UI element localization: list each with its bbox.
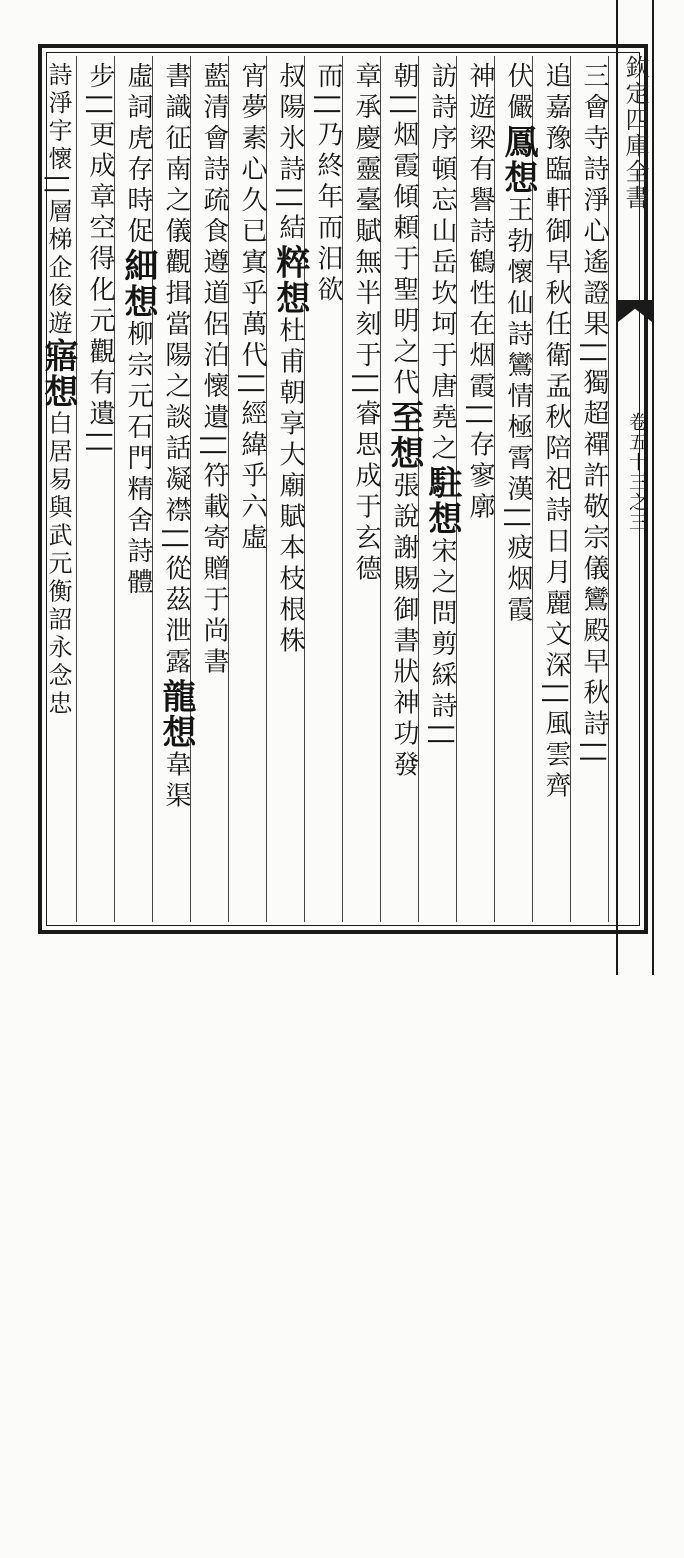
column-text: 訪詩序頓忘山岳坎坷于唐堯之 bbox=[427, 62, 457, 465]
column-text: 三會寺詩淨心遙證果||獨超禪許敬宗儀鸞殿早秋詩|| bbox=[579, 62, 609, 769]
text-column-10 bbox=[234, 62, 270, 922]
column-text: 張說謝賜御書狀神功發 bbox=[389, 471, 419, 782]
column-text: 王勃懷仙詩鸞情極霄漢||疲烟霞 bbox=[503, 196, 533, 627]
column-text: 宋之問剪綵詩|| bbox=[427, 537, 457, 751]
column-text bbox=[57, 640, 72, 791]
column-text: 于||睿思成于玄德 bbox=[351, 341, 381, 586]
annotation bbox=[57, 928, 72, 956]
annotation bbox=[57, 1530, 72, 1558]
column-text: 追嘉豫臨軒御早秋任衛孟秋陪祀詩日月麗文深||風雲齊 bbox=[541, 62, 571, 803]
annotation bbox=[57, 1180, 72, 1222]
column-text: 虛詞虎存時促 bbox=[123, 62, 153, 248]
text-column-7 bbox=[348, 62, 384, 922]
column-text: 步||更成章 bbox=[85, 62, 115, 214]
column-text: 空得化元觀有遺|| bbox=[85, 213, 115, 459]
banxin-book-title: 欽定四庫全書 bbox=[621, 55, 649, 211]
column-rule bbox=[76, 56, 77, 922]
heading-phrase: 細想 bbox=[118, 248, 158, 320]
text-column-6 bbox=[386, 62, 422, 922]
text-column-14 bbox=[82, 62, 118, 922]
text-column-9 bbox=[272, 62, 308, 922]
column-text: 宵夢素心久已寘 bbox=[237, 62, 267, 279]
heading-phrase: 駐想 bbox=[422, 465, 462, 537]
heading-phrase: 至想 bbox=[384, 399, 424, 472]
banxin-rule-left bbox=[616, 0, 618, 975]
column-text: 梁有譽詩鶴性在烟霞||存寥廓 bbox=[465, 124, 495, 524]
text-column-1 bbox=[576, 62, 612, 922]
text-column-3 bbox=[500, 62, 536, 922]
column-text: 柳宗元石門精舍詩體 bbox=[123, 320, 153, 599]
text-column-13 bbox=[120, 62, 156, 922]
text-column-5 bbox=[424, 62, 460, 922]
column-text: 而||乃終年而汨欲 bbox=[313, 62, 343, 307]
heading-phrase: 龍想 bbox=[156, 678, 196, 751]
annotation bbox=[57, 956, 72, 1068]
annotation bbox=[57, 1334, 72, 1362]
banxin-rule-right bbox=[652, 0, 654, 975]
annotation bbox=[57, 1222, 72, 1250]
annotation bbox=[57, 1096, 72, 1152]
text-column-11 bbox=[196, 62, 232, 922]
column-text: 章承慶靈臺賦無半刻 bbox=[351, 62, 381, 341]
annotation bbox=[57, 1362, 72, 1530]
banxin-volume-label: 卷五十三之三 bbox=[626, 412, 648, 532]
column-text: 藍清會詩疏食遵道侶泊懷遺||符載寄贈于尚書 bbox=[199, 62, 229, 679]
column-text: 白居易與武元衡詔永念忠 bbox=[44, 410, 72, 719]
heading-phrase: 鳳想 bbox=[498, 124, 538, 196]
column-text: 杜甫朝享大廟賦本枝根株 bbox=[275, 316, 305, 658]
text-column-4 bbox=[462, 62, 498, 922]
column-text: 韋渠 bbox=[161, 750, 191, 813]
column-text: 乎萬代||經緯乎六虛 bbox=[237, 279, 267, 555]
annotation bbox=[57, 1152, 72, 1180]
heading-phrase: 寤想 bbox=[38, 338, 78, 411]
column-text: 書識征南之儀觀揖當陽之談話凝襟||從茲泄露 bbox=[161, 62, 191, 679]
column-text: 朝||烟霞傾頼于聖明之代 bbox=[389, 62, 419, 400]
heading-phrase: 粹想 bbox=[270, 244, 310, 317]
text-column-8 bbox=[310, 62, 346, 922]
text-column-2 bbox=[538, 62, 574, 922]
column-text: 叔陽氷詩||結 bbox=[275, 62, 305, 245]
annotation bbox=[57, 1068, 72, 1096]
annotation bbox=[57, 1250, 72, 1334]
column-text: 伏儼 bbox=[503, 62, 533, 124]
text-column-12 bbox=[158, 62, 194, 922]
column-text: 詩淨宇懷||層梯企俊遊 bbox=[44, 62, 72, 339]
column-text bbox=[57, 791, 72, 928]
column-text: 神遊 bbox=[465, 62, 495, 124]
